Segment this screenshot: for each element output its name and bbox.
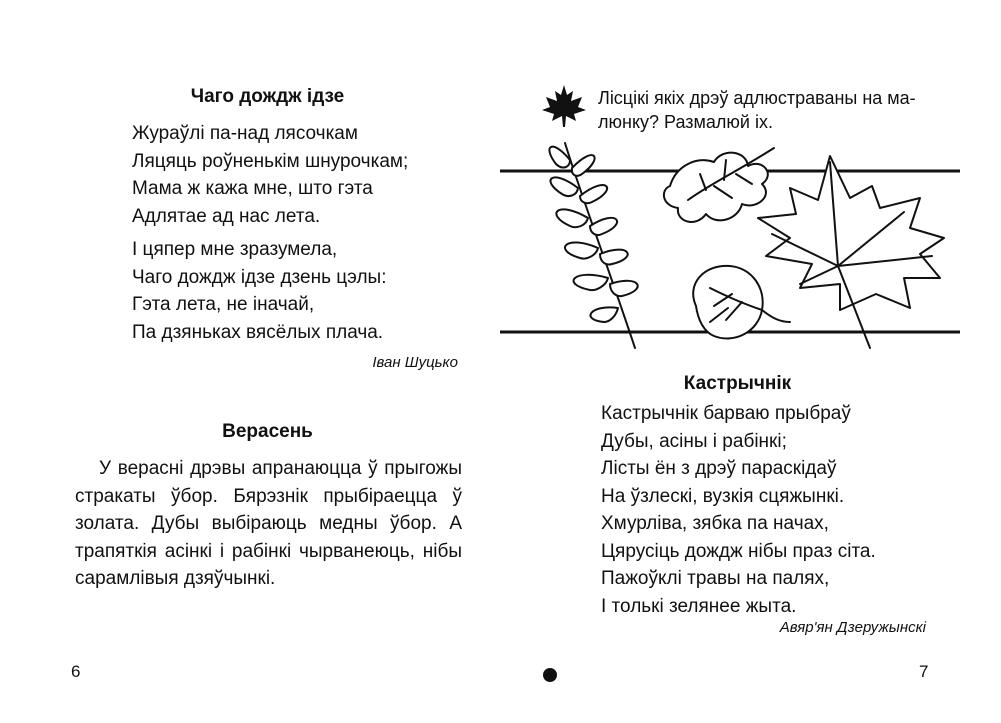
poem-line: Гэта лета, не іначай,: [132, 294, 315, 315]
aspen-leaf-icon: [693, 266, 790, 339]
task-line: люнку? Размалюй іх.: [598, 112, 773, 132]
poem-line: Жураўлі па-над лясочкам: [132, 123, 358, 144]
poem-author: Іван Шуцько: [372, 354, 458, 371]
poem-line: Па дзяньках вясёлых плача.: [132, 321, 384, 343]
poem-line: Пажоўклі травы на палях,: [601, 568, 830, 589]
center-dot-marker: [543, 668, 557, 682]
poem2-title: Кастрычнік: [683, 373, 792, 394]
poem-line: І цяпер мне зразумела,: [132, 239, 338, 260]
poem-line: Ляцяць роўненькім шнурочкам;: [132, 150, 409, 172]
poem-line: Чаго дождж ідзе дзень цэлы:: [132, 266, 387, 288]
poem-stanza-2: [132, 236, 386, 346]
poem-line: На ўзлескі, вузкія сцяжынкі.: [601, 485, 845, 507]
maple-leaf-icon: [540, 83, 588, 129]
maple-leaf-icon: [758, 156, 944, 348]
poem-line: Хмурліва, зябка па начах,: [601, 513, 829, 534]
page-number-right: 7: [919, 662, 929, 681]
poem-line: Цярусіць дождж нібы праз сіта.: [601, 540, 876, 562]
oak-leaf-icon: [664, 148, 774, 222]
story-title: Верасень: [222, 421, 313, 442]
poem2-author: Авяр'ян Дзеружынскі: [779, 619, 926, 636]
story-text-block: [75, 455, 462, 593]
task-text: [598, 86, 938, 134]
poem-stanza-1: [132, 120, 408, 230]
poem-line: Мама ж кажа мне, што гэта: [132, 178, 373, 199]
poem-line: І толькі зелянее жыта.: [601, 595, 797, 617]
task-line: Лісцікі якіх дрэў адлюстраваны на ма-: [598, 88, 916, 108]
poem-line: Дубы, асіны і рабінкі;: [601, 430, 787, 452]
poem-line: Кастрычнік барваю прыбраў: [601, 403, 851, 424]
rowan-leaf-icon: [549, 143, 637, 348]
leaves-illustration: [500, 138, 960, 360]
poem-line: Лісты ён з дрэў параскідаў: [601, 458, 837, 479]
poem-title: Чаго дождж ідзе: [190, 86, 345, 107]
page-number-left: 6: [71, 662, 81, 681]
poem-line: Адлятае ад нас лета.: [132, 205, 321, 227]
poem2-body: [601, 400, 876, 620]
story-paragraph: У верасні дрэвы апранаюцца ў прыгожы стракаты ўбор. Бярэзнік прыбіраецца ў золата. Дубы выбіраюць медны ўбор. А трапяткія асінкі і рабінкі чырванеюць, нібы сарамлівыя дзяўчынкі.: [75, 458, 462, 589]
